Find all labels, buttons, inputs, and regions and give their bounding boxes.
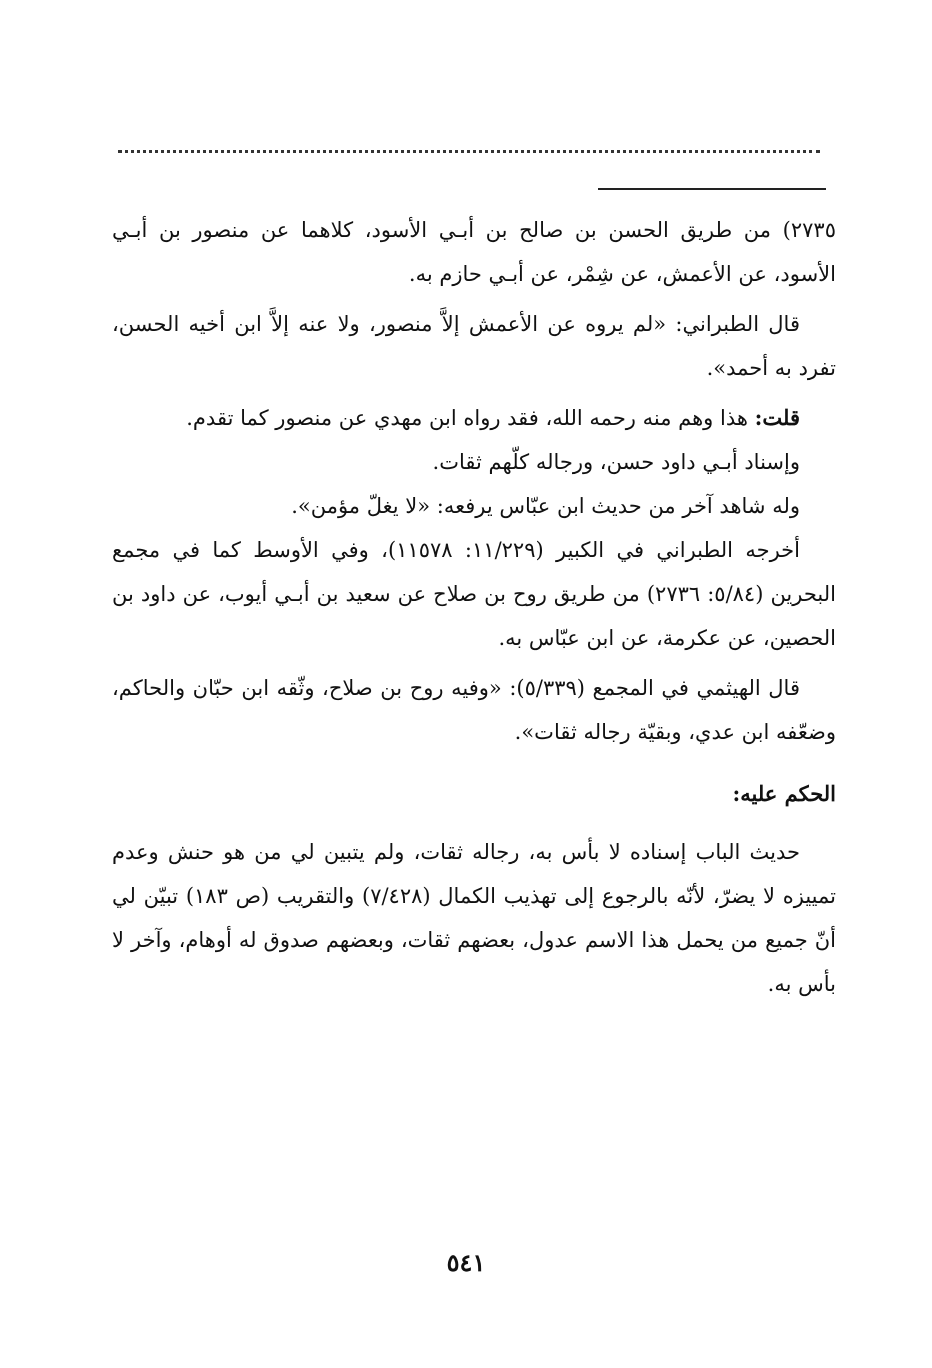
footnote-paragraph-4: وله شاهد آخر من حديث ابن عبّاس يرفعه: «لا يغلّ مؤمن». bbox=[291, 494, 800, 518]
footnote-text-block bbox=[112, 208, 836, 1006]
judgment-text: حديث الباب إسناده لا بأس به، رجاله ثقات، ولم يتبين لي من هو حنش وعدم تمييزه لا يضرّ، لأنّه بالرجوع إلى تهذيب الكمال (٧/٤٢٨) والتقريب (ص ١٨٣) تبيّن لي أنّ جميع من يحمل هذا الاسم عدول، بعضهم ثقات، وبعضهم صدوق له أوهام، وآخر لا بأس به. bbox=[112, 840, 836, 996]
page-number: ٥٤١ bbox=[446, 1248, 486, 1277]
footnote-paragraph-2: قال الطبراني: «لم يروه عن الأعمش إلاَّ منصور، ولا عنه إلاَّ ابن أخيه الحسن، تفرد به أحمد». bbox=[112, 312, 836, 380]
note-paragraph bbox=[112, 396, 836, 440]
footnote-number: ٢٧٣٥) bbox=[782, 218, 836, 242]
footnote-paragraph-5: أخرجه الطبراني في الكبير (١١/٢٢٩: ١١٥٧٨)، وفي الأوسط كما في مجمع البحرين (٥/٨٤: ٢٧٣٦) من طريق روح بن صلاح عن سعيد بن أبـي أيوب، عن داود بن الحصين، عن عكرمة، عن ابن عبّاس به. bbox=[112, 538, 836, 650]
note-text: هذا وهم منه رحمه الله، فقد رواه ابن مهدي عن منصور كما تقدم. bbox=[186, 406, 748, 430]
footnote-paragraph-6: قال الهيثمي في المجمع (٥/٣٣٩): «وفيه روح بن صلاح، وثّقه ابن حبّان والحاكم، وضعّفه ابن عدي، وبقيّة رجاله ثقات». bbox=[112, 676, 836, 744]
footnote-paragraph-1-text: من طريق الحسن بن صالح بن أبـي الأسود، كلاهما عن منصور بن أبـي الأسود، عن الأعمش، عن شِمْر، عن أبـي حازم به. bbox=[112, 218, 836, 286]
note-label: قلت: bbox=[754, 405, 800, 430]
footnote-paragraph-1 bbox=[112, 208, 836, 296]
footnote-paragraph-3: وإسناد أبـي داود حسن، ورجاله كلّهم ثقات. bbox=[432, 450, 800, 474]
dotted-separator bbox=[118, 150, 820, 153]
judgment-heading: الحكم عليه: bbox=[732, 781, 836, 806]
footnote-separator bbox=[598, 188, 826, 190]
